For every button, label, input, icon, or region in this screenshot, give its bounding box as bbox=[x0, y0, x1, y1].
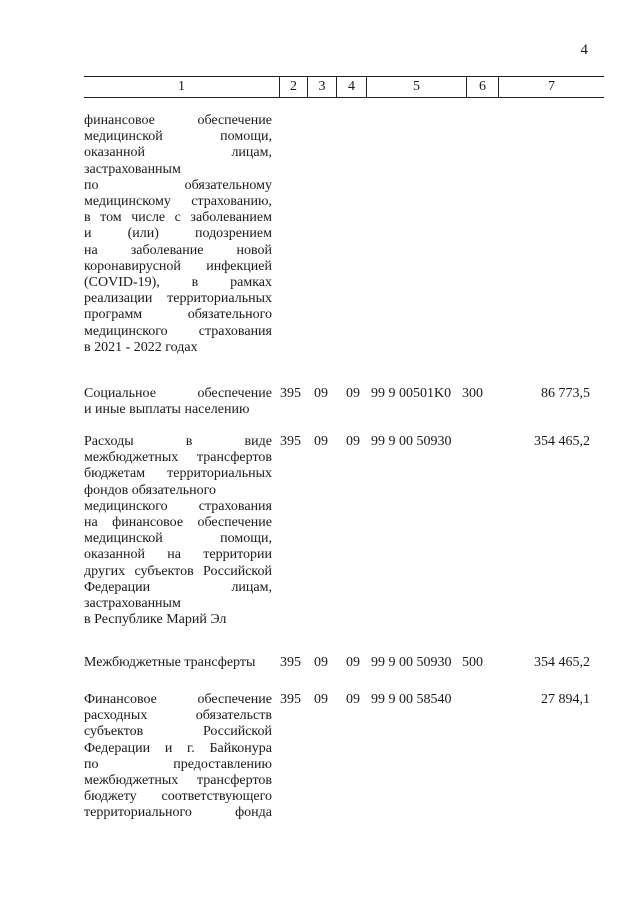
description-line: медицинской помощи, bbox=[84, 129, 272, 145]
section-code: 09 bbox=[314, 386, 328, 401]
amount: 27 894,1 bbox=[541, 692, 590, 707]
page-number: 4 bbox=[580, 42, 588, 58]
section-code: 09 bbox=[314, 655, 328, 670]
description-line: Финансовое обеспечение bbox=[84, 692, 272, 707]
subsection-code: 09 bbox=[346, 434, 360, 449]
description-line: оказанной на территории bbox=[84, 547, 272, 563]
description-line: оказанной лицам, bbox=[84, 145, 272, 161]
description-line: других субъектов Российской bbox=[84, 563, 272, 579]
admin-code: 395 bbox=[280, 434, 301, 449]
column-header-1: 1 bbox=[178, 79, 185, 94]
amount: 86 773,5 bbox=[541, 386, 590, 401]
description-line: застрахованным bbox=[84, 596, 181, 612]
description-line: в 2021 - 2022 годах bbox=[84, 339, 198, 355]
section-code: 09 bbox=[314, 692, 328, 707]
description-line: по предоставлению bbox=[84, 756, 272, 772]
description-line: межбюджетных трансфертов bbox=[84, 773, 272, 789]
target-item-code: 99 9 00 58540 bbox=[371, 692, 452, 707]
description-line: межбюджетных трансфертов bbox=[84, 450, 272, 466]
amount: 354 465,2 bbox=[534, 434, 590, 449]
target-item-code: 99 9 00501K0 bbox=[371, 386, 452, 401]
description-line: по обязательному bbox=[84, 177, 272, 193]
description-line: бюджетам территориальных bbox=[84, 466, 272, 482]
column-header-7: 7 bbox=[498, 77, 604, 97]
description-line: коронавирусной инфекцией bbox=[84, 258, 272, 274]
description-line: Федерации и г. Байконура bbox=[84, 740, 272, 756]
description-line: расходных обязательств bbox=[84, 708, 272, 724]
subsection-code: 09 bbox=[346, 386, 360, 401]
target-item-code: 99 9 00 50930 bbox=[371, 655, 452, 670]
column-header-6: 6 bbox=[466, 77, 498, 97]
admin-code: 395 bbox=[280, 692, 301, 707]
expense-type-code: 500 bbox=[462, 655, 483, 670]
description-line: субъектов Российской bbox=[84, 724, 272, 740]
description-line: на финансовое обеспечение bbox=[84, 515, 272, 531]
column-header-5: 5 bbox=[366, 77, 466, 97]
description-line: программ обязательного bbox=[84, 307, 272, 323]
description-line: реализации территориальных bbox=[84, 291, 272, 307]
description-line: в Республике Марий Эл bbox=[84, 612, 227, 628]
row-description bbox=[84, 386, 272, 418]
description-line: медицинского страхования bbox=[84, 323, 272, 339]
admin-code: 395 bbox=[280, 386, 301, 401]
section-code: 09 bbox=[314, 434, 328, 449]
description-line: Расходы в виде bbox=[84, 434, 272, 449]
column-header-3: 3 bbox=[307, 77, 336, 97]
description-line: (COVID-19), в рамках bbox=[84, 275, 272, 291]
description-line: на заболевание новой bbox=[84, 242, 272, 258]
description-line: финансовое обеспечение bbox=[84, 113, 272, 128]
expense-type-code: 300 bbox=[462, 386, 483, 401]
row-description bbox=[84, 692, 272, 822]
description-line: фондов обязательного bbox=[84, 482, 216, 498]
description-line: Федерации лицам, bbox=[84, 579, 272, 595]
subsection-code: 09 bbox=[346, 655, 360, 670]
column-header-4: 4 bbox=[336, 77, 366, 97]
description-line: территориального фонда bbox=[84, 805, 272, 821]
row-description bbox=[84, 434, 272, 628]
description-line: бюджету соответствующего bbox=[84, 789, 272, 805]
description-line: медицинскому страхованию, bbox=[84, 194, 272, 210]
description-line: в том числе с заболеванием bbox=[84, 210, 272, 226]
description-line: Социальное обеспечение bbox=[84, 386, 272, 401]
description-line: медицинского страхования bbox=[84, 498, 272, 514]
description-line: застрахованным bbox=[84, 161, 181, 177]
target-item-code: 99 9 00 50930 bbox=[371, 434, 452, 449]
description-line: и иные выплаты населению bbox=[84, 402, 250, 418]
description-line: медицинской помощи, bbox=[84, 531, 272, 547]
column-header-row bbox=[84, 76, 604, 98]
description-line: и (или) подозрением bbox=[84, 226, 272, 242]
row-description bbox=[84, 113, 272, 356]
admin-code: 395 bbox=[280, 655, 301, 670]
subsection-code: 09 bbox=[346, 692, 360, 707]
column-header-2: 2 bbox=[279, 77, 307, 97]
row-description bbox=[84, 655, 272, 671]
amount: 354 465,2 bbox=[534, 655, 590, 670]
description-line: Межбюджетные трансферты bbox=[84, 655, 256, 670]
